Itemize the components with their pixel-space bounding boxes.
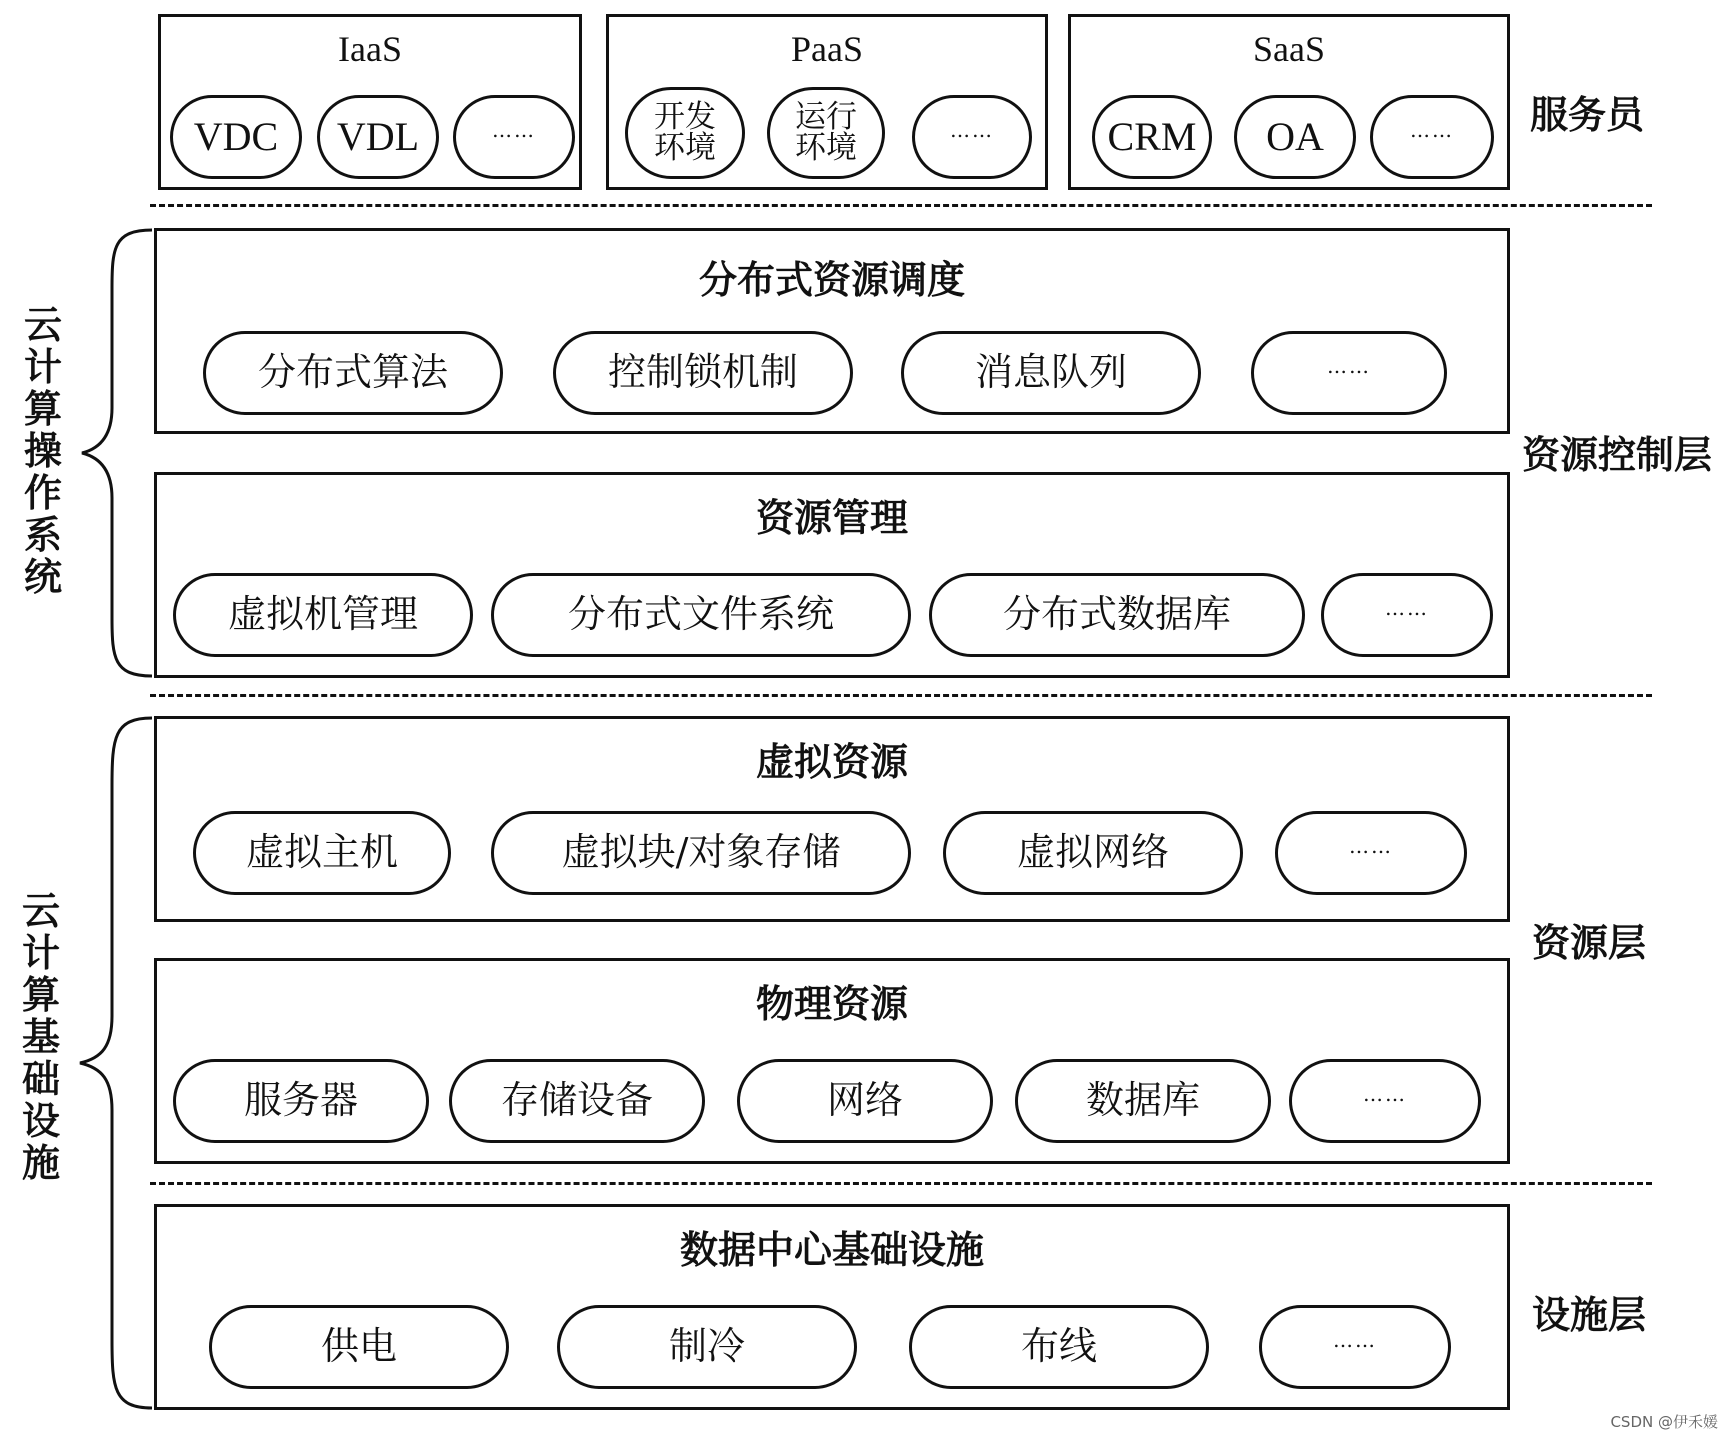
virtual-resources-title: 虚拟资源 <box>755 739 908 784</box>
saas-item-oa: OA <box>1234 95 1356 179</box>
paas-item-dev-env: 开发环境 <box>625 87 745 179</box>
datacenter-item-power: 供电 <box>209 1305 509 1389</box>
watermark: CSDN @伊禾媛 <box>1610 1413 1718 1431</box>
virtual-item-network: 虚拟网络 <box>943 811 1243 895</box>
iaas-item-more: …… <box>453 95 575 179</box>
paas-box <box>606 14 1048 190</box>
iaas-title: IaaS <box>338 29 402 69</box>
physical-item-storage-device: 存储设备 <box>449 1059 705 1143</box>
resource-management-box <box>154 472 1510 678</box>
physical-item-database: 数据库 <box>1015 1059 1271 1143</box>
service-layer-label: 服务员 <box>1530 92 1645 137</box>
physical-item-more: …… <box>1289 1059 1481 1143</box>
management-item-vm: 虚拟机管理 <box>173 573 473 657</box>
virtual-item-more: …… <box>1275 811 1467 895</box>
scheduling-item-control-lock: 控制锁机制 <box>553 331 853 415</box>
infra-brace <box>74 716 134 1410</box>
management-item-more: …… <box>1321 573 1493 657</box>
os-brace <box>74 228 134 678</box>
physical-item-server: 服务器 <box>173 1059 429 1143</box>
os-side-label: 云计算操作系统 <box>23 302 62 599</box>
divider-resource <box>150 1182 1652 1185</box>
paas-item-more: …… <box>912 95 1032 179</box>
datacenter-box <box>154 1204 1510 1410</box>
saas-box <box>1068 14 1510 190</box>
physical-resources-box <box>154 958 1510 1164</box>
physical-item-network: 网络 <box>737 1059 993 1143</box>
saas-title: SaaS <box>1253 29 1325 69</box>
paas-title: PaaS <box>791 29 863 69</box>
divider-service <box>150 204 1652 207</box>
management-item-ddb: 分布式数据库 <box>929 573 1305 657</box>
virtual-resources-box <box>154 716 1510 922</box>
resource-control-layer-label: 资源控制层 <box>1522 432 1713 477</box>
resource-scheduling-box <box>154 228 1510 434</box>
resource-management-title: 资源管理 <box>755 495 908 540</box>
saas-item-crm: CRM <box>1092 95 1212 179</box>
saas-item-more: …… <box>1370 95 1494 179</box>
datacenter-title: 数据中心基础设施 <box>679 1227 984 1272</box>
infra-side-label: 云计算基础设施 <box>21 888 60 1185</box>
iaas-box <box>158 14 582 190</box>
datacenter-item-more: …… <box>1259 1305 1451 1389</box>
scheduling-item-distributed-algorithm: 分布式算法 <box>203 331 503 415</box>
facility-layer-label: 设施层 <box>1532 1292 1647 1337</box>
resource-scheduling-title: 分布式资源调度 <box>698 257 965 302</box>
paas-item-runtime-env: 运行环境 <box>767 87 885 179</box>
iaas-item-vdl: VDL <box>317 95 439 179</box>
virtual-item-storage: 虚拟块/对象存储 <box>491 811 911 895</box>
management-item-dfs: 分布式文件系统 <box>491 573 911 657</box>
datacenter-item-cooling: 制冷 <box>557 1305 857 1389</box>
virtual-item-host: 虚拟主机 <box>193 811 451 895</box>
physical-resources-title: 物理资源 <box>755 981 908 1026</box>
scheduling-item-more: …… <box>1251 331 1447 415</box>
datacenter-item-cabling: 布线 <box>909 1305 1209 1389</box>
iaas-item-vdc: VDC <box>170 95 302 179</box>
scheduling-item-message-queue: 消息队列 <box>901 331 1201 415</box>
resource-layer-label: 资源层 <box>1532 920 1647 965</box>
divider-control <box>150 694 1652 697</box>
